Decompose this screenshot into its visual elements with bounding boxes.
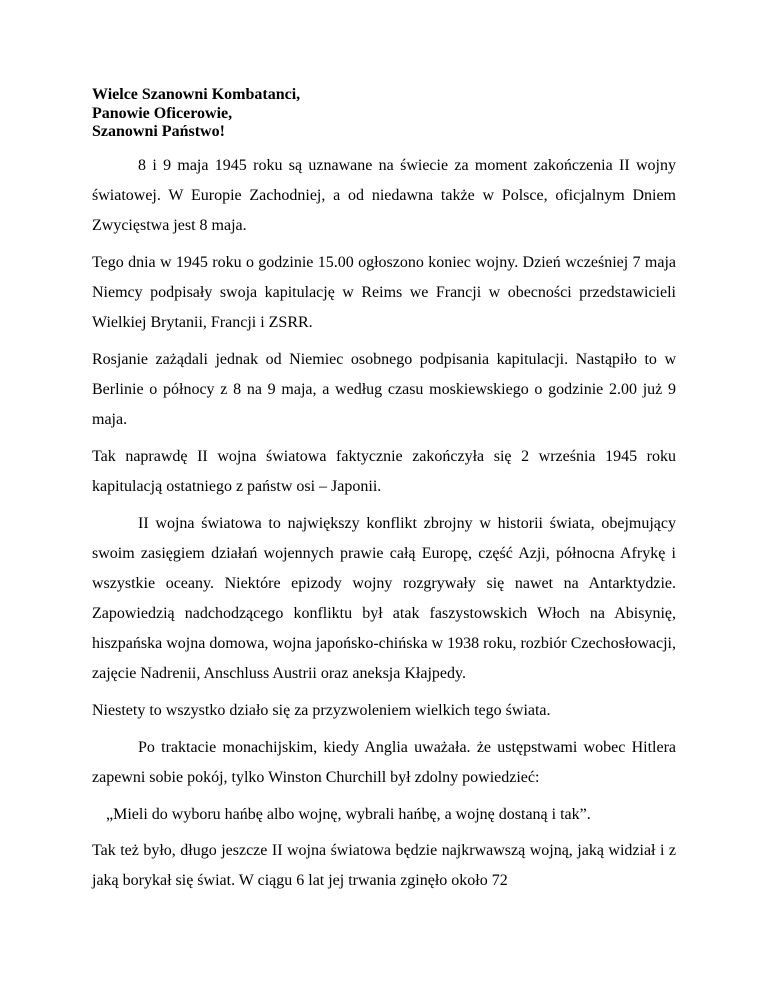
greeting-line-1: Wielce Szanowni Kombatanci, [92, 86, 301, 103]
greeting-line-2: Panowie Oficerowie, [92, 104, 233, 122]
paragraph-berlin-capitulation: Rosjanie zażądali jednak od Niemiec osobnego podpisania kapitulacji. Nastąpiło to w Berlinie o północy z 8 na 9 maja, a według czasu moskiewskiego o godzinie 2.00 już 9 maja. [92, 350, 676, 428]
document-page [92, 86, 676, 896]
paragraph-consent: Niestety to wszystko działo się za przyzwoleniem wielkich tego świata. [92, 701, 551, 719]
paragraph-munich: Po traktacie monachijskim, kiedy Anglia uważała. że ustępstwami wobec Hitlera zapewni sobie pokój, tylko Winston Churchill był zdolny powiedzieć: [92, 738, 676, 786]
paragraph-largest-conflict: II wojna światowa to największy konflikt zbrojny w historii świata, obejmujący swoim zasięgiem działań wojennych prawie całą Europę, część Azji, północna Afrykę i wszystkie oceany. Niektóre epizody wojny rozgrywały się nawet na Antarktydzie. Zapowiedzią nadchodzącego konfliktu był atak faszystowskich Włoch na Abisynię, hiszpańska wojna domowa, wojna japońsko-chińska w 1938 roku, rozbiór Czechosłowacji, zajęcie Nadrenii, Anschluss Austrii oraz aneksja Kłajpedy. [92, 514, 676, 682]
paragraph-end-of-war: Tego dnia w 1945 roku o godzinie 15.00 ogłoszono koniec wojny. Dzień wcześniej 7 maja Niemcy podpisały swoja kapitulację w Reims we Francji w obecności przedstawicieli Wielkiej Brytanii, Francji i ZSRR. [92, 253, 676, 331]
churchill-quote: „Mieli do wyboru hańbę albo wojnę, wybrali hańbę, a wojnę dostaną i tak”. [106, 805, 591, 823]
paragraph-japan-capitulation: Tak naprawdę II wojna światowa faktycznie zakończyła się 2 września 1945 roku kapitulacją ostatniego z państw osi – Japonii. [92, 447, 676, 495]
paragraph-bloodiest-war: Tak też było, długo jeszcze II wojna światowa będzie najkrwawszą wojną, jaką widział i z jaką borykał się świat. W ciągu 6 lat jej trwania zginęło około 72 [92, 841, 676, 889]
paragraph-victory-day: 8 i 9 maja 1945 roku są uznawane na świecie za moment zakończenia II wojny światowej. W Europie Zachodniej, a od niedawna także w Polsce, oficjalnym Dniem Zwycięstwa jest 8 maja. [92, 156, 676, 234]
greeting-line-3: Szanowni Państwo! [92, 123, 225, 140]
greeting [92, 86, 676, 142]
